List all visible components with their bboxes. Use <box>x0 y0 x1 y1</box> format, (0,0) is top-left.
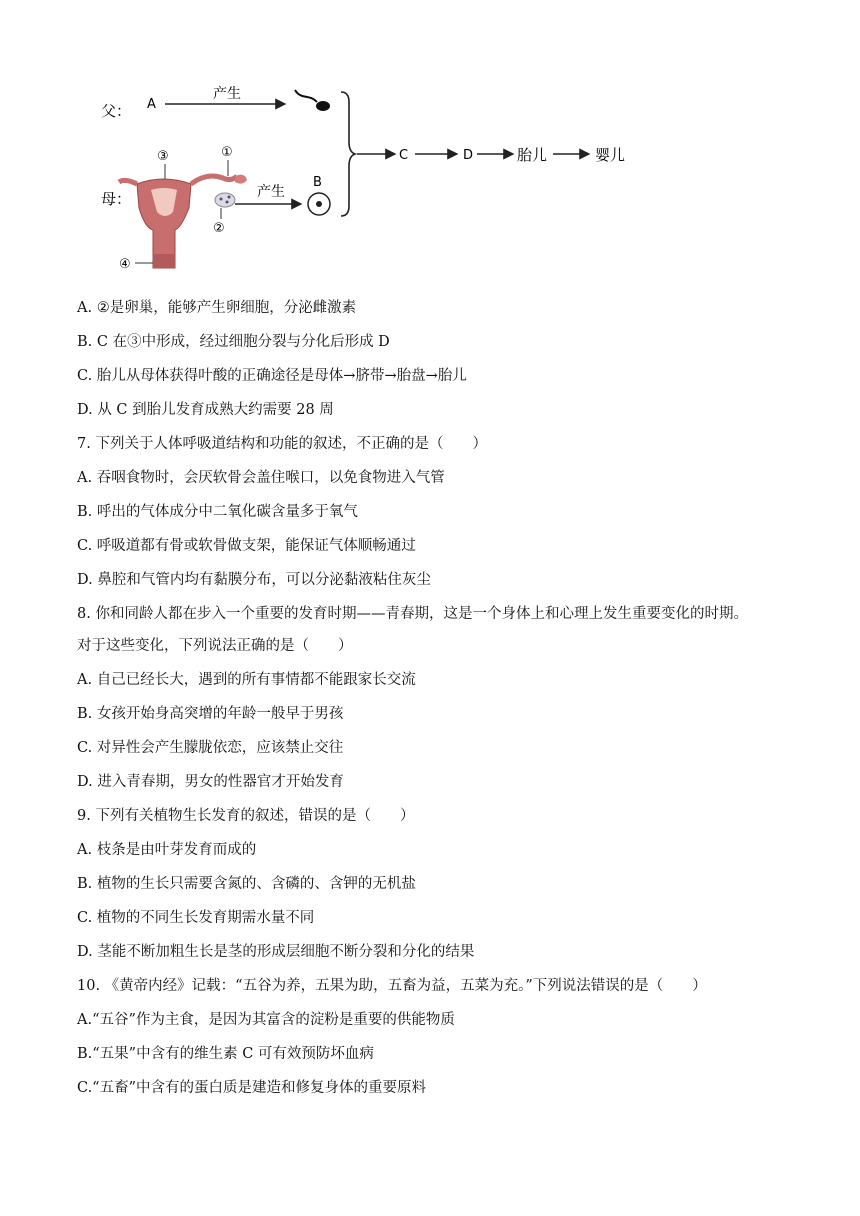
reproduction-diagram <box>95 78 655 278</box>
q8-stem-line-1: 8. 你和同龄人都在步入一个重要的发育时期——青春期，这是一个身体上和心理上发生重要变化的时期。 <box>77 606 748 622</box>
q9-option-c: C. 植物的不同生长发育期需水量不同 <box>77 910 315 926</box>
mother-label: 母： <box>101 190 132 208</box>
label-b: B <box>313 175 322 190</box>
q9-stem: 9. 下列有关植物生长发育的叙述，错误的是（ ） <box>77 808 415 824</box>
q7-option-c: C. 呼吸道都有骨或软骨做支架，能保证气体顺畅通过 <box>77 538 416 554</box>
q9-option-b: B. 植物的生长只需要含氮的、含磷的、含钾的无机盐 <box>77 876 416 892</box>
q9-option-d: D. 茎能不断加粗生长是茎的形成层细胞不断分裂和分化的结果 <box>77 944 475 960</box>
label-a: A <box>147 97 156 112</box>
marker-1: ① <box>221 145 233 160</box>
marker-4: ④ <box>119 257 131 272</box>
label-infant: 婴儿 <box>595 146 626 164</box>
brace <box>341 92 355 216</box>
produce-label-1: 产生 <box>213 86 241 102</box>
q7-stem: 7. 下列关于人体呼吸道结构和功能的叙述，不正确的是（ ） <box>77 436 487 452</box>
q8-option-d: D. 进入青春期，男女的性器官才开始发育 <box>77 774 344 790</box>
marker-2: ② <box>213 221 225 236</box>
sperm-icon <box>295 90 330 111</box>
label-fetus: 胎儿 <box>517 146 548 164</box>
q10-stem: 10. 《黄帝内经》记载：“五谷为养，五果为助，五畜为益，五菜为充。”下列说法错误的是（ ） <box>77 978 707 994</box>
label-d: D <box>463 148 474 163</box>
q10-option-b: B.“五果”中含有的维生素 C 可有效预防坏血病 <box>77 1046 374 1062</box>
q9-option-a: A. 枝条是由叶芽发育而成的 <box>77 842 257 858</box>
q8-option-c: C. 对异性会产生朦胧依恋，应该禁止交往 <box>77 740 344 756</box>
produce-label-2: 产生 <box>257 184 285 200</box>
q6-option-a: A. ②是卵巢，能够产生卵细胞，分泌雌激素 <box>77 300 357 316</box>
q8-option-a: A. 自己已经长大，遇到的所有事情都不能跟家长交流 <box>77 672 416 688</box>
q6-option-c: C. 胎儿从母体获得叶酸的正确途径是母体→脐带→胎盘→胎儿 <box>77 368 467 384</box>
q6-option-d: D. 从 C 到胎儿发育成熟大约需要 28 周 <box>77 402 334 418</box>
q7-option-b: B. 呼出的气体成分中二氧化碳含量多于氧气 <box>77 504 358 520</box>
label-c: C <box>399 148 409 163</box>
q7-option-a: A. 吞咽食物时，会厌软骨会盖住喉口，以免食物进入气管 <box>77 470 445 486</box>
q8-stem-line-2: 对于这些变化，下列说法正确的是（ ） <box>77 638 353 654</box>
q10-option-a: A.“五谷”作为主食，是因为其富含的淀粉是重要的供能物质 <box>77 1012 455 1028</box>
q6-option-b: B. C 在③中形成，经过细胞分裂与分化后形成 D <box>77 334 390 350</box>
egg-icon <box>308 193 330 215</box>
father-label: 父： <box>101 102 132 120</box>
q8-option-b: B. 女孩开始身高突增的年龄一般早于男孩 <box>77 706 344 722</box>
q7-option-d: D. 鼻腔和气管内均有黏膜分布，可以分泌黏液粘住灰尘 <box>77 572 431 588</box>
uterus-icon <box>119 175 247 268</box>
marker-3: ③ <box>157 149 169 164</box>
q10-option-c: C.“五畜”中含有的蛋白质是建造和修复身体的重要原料 <box>77 1080 427 1096</box>
